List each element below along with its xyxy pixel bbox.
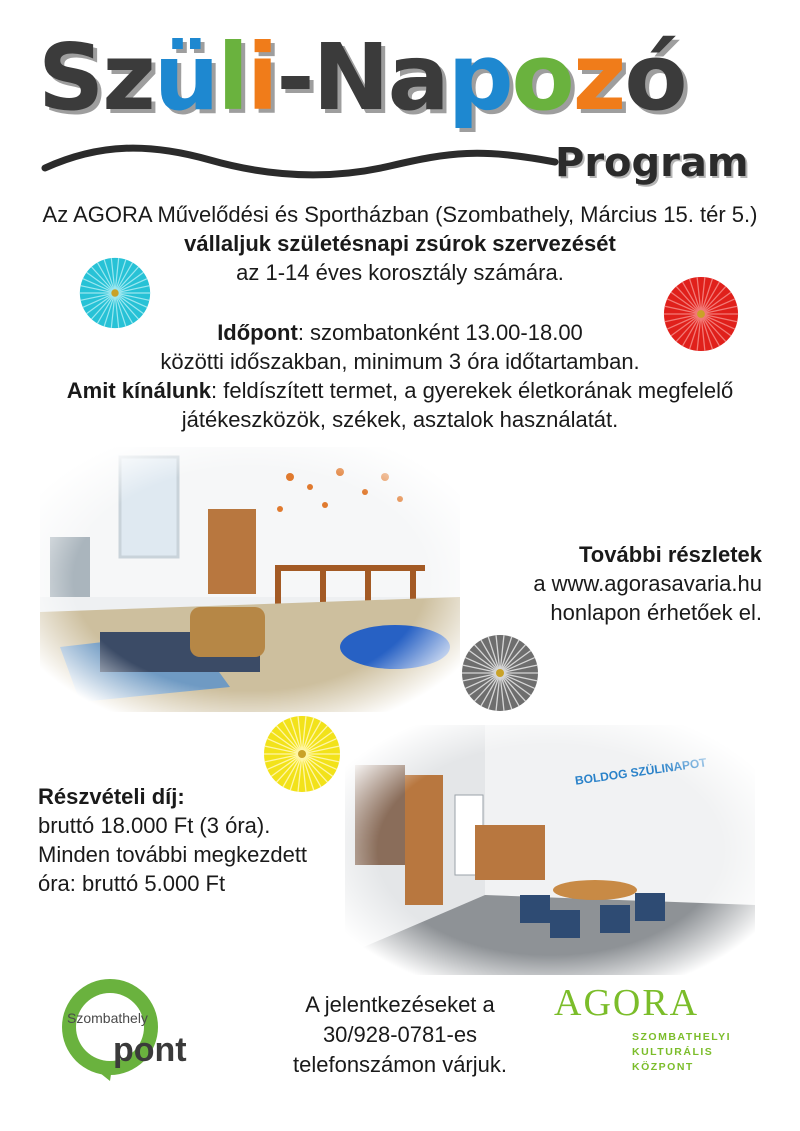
- time-label: Időpont: [217, 320, 298, 345]
- time-line-2: közötti időszakban, minimum 3 óra időtartamban.: [160, 349, 640, 374]
- intro-line-2: vállaljuk születésnapi zsúrok szervezését: [184, 231, 616, 256]
- title-letter: ü: [153, 24, 218, 131]
- logo-agora-line-2: KULTURÁLIS: [632, 1046, 714, 1058]
- party-room-photo: [345, 725, 755, 975]
- time-text: : szombatonként 13.00-18.00: [297, 320, 583, 345]
- title-letter: N: [312, 24, 388, 131]
- fee-line-1: bruttó 18.000 Ft (3 óra).: [38, 813, 271, 838]
- contact-line-3: telefonszámon várjuk.: [293, 1052, 507, 1077]
- logo-agora-line-3: KÖZPONT: [632, 1061, 694, 1073]
- title-letter: o: [511, 24, 573, 131]
- playroom-photo: [40, 447, 460, 712]
- title-letter: p: [447, 24, 512, 131]
- poster-title: [38, 24, 768, 138]
- title-letter: -: [276, 24, 313, 131]
- gray-paper-fan-decoration: [460, 633, 540, 713]
- fee-line-2: Minden további megkezdett: [38, 842, 308, 867]
- logo-szombathely-text: Szombathely: [67, 1010, 148, 1026]
- agora-logo: [552, 975, 752, 1085]
- details-line-2: honlapon érhetőek el.: [550, 600, 762, 625]
- title-letter: z: [572, 24, 625, 131]
- contact-block: [270, 990, 530, 1080]
- poster-subtitle: Program: [555, 140, 749, 186]
- red-paper-fan-decoration: [662, 275, 740, 353]
- details-block: [470, 540, 762, 627]
- cyan-paper-fan-decoration: [78, 256, 152, 330]
- title-letter: l: [217, 24, 247, 131]
- title-letter: S: [38, 24, 103, 131]
- offer-line-2: játékeszközök, székek, asztalok használatát.: [181, 407, 619, 432]
- fee-line-3: óra: bruttó 5.000 Ft: [38, 871, 226, 896]
- logo-pont-text: pont: [113, 1031, 187, 1069]
- title-letter: i: [246, 24, 277, 131]
- offer-text: : feldíszített termet, a gyerekek életkorának megfelelő: [211, 378, 734, 403]
- logo-agora-line-1: SZOMBATHELYI: [632, 1031, 732, 1043]
- offer-label: Amit kínálunk: [66, 378, 212, 403]
- title-letter: a: [387, 24, 448, 131]
- wave-underline-decoration: [40, 138, 560, 184]
- details-website-line: a www.agorasavaria.hu: [533, 571, 762, 596]
- intro-line-3: az 1-14 éves korosztály számára.: [236, 260, 564, 285]
- intro-line-1: Az AGORA Művelődési és Sportházban (Szombathely, Március 15. tér 5.): [42, 202, 758, 227]
- title-letter: z: [102, 24, 154, 131]
- contact-phone: 30/928-0781-es: [322, 1022, 478, 1047]
- fee-block: [38, 782, 338, 898]
- contact-line-1: A jelentkezéseket a: [305, 992, 495, 1017]
- details-heading: További részletek: [579, 542, 762, 567]
- fee-heading: Részvételi díj:: [38, 784, 185, 809]
- offer-line: [0, 376, 800, 405]
- title-letter: ó: [624, 24, 686, 131]
- logo-agora-name: AGORA: [554, 982, 700, 1024]
- szombathely-pont-logo: [55, 973, 205, 1083]
